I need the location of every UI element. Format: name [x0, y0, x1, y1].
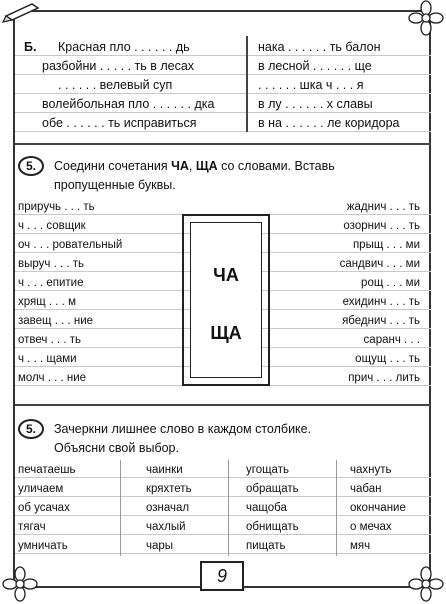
- column-word: угощать: [246, 464, 289, 476]
- word-right: ехидинч . . . ть: [342, 296, 420, 308]
- column-divider: [336, 460, 337, 556]
- section-label: Б.: [24, 40, 37, 54]
- column-word: уличаем: [18, 483, 64, 495]
- word-right: ощущ . . . ть: [355, 353, 420, 365]
- column-word: чахнуть: [350, 464, 392, 476]
- task-instruction-line2: Объясни свой выбор.: [54, 441, 179, 455]
- word-right: жаднич . . . ть: [346, 201, 420, 213]
- word-left: выруч . . . ть: [18, 258, 85, 270]
- phrase-right: . . . . . . шка ч . . . я: [258, 78, 364, 92]
- task-instruction: Соедини сочетания ЧА, ЩА со словами. Вставь: [54, 159, 335, 173]
- task-number: 5.: [18, 156, 44, 176]
- pencil-icon: [2, 2, 42, 24]
- column-word: чахлый: [146, 521, 186, 533]
- column-word: окончание: [350, 502, 406, 514]
- column-word: о мечах: [350, 521, 392, 533]
- combination-cha: ЧА: [213, 265, 239, 285]
- task-instruction: Зачеркни лишнее слово в каждом столбике.: [54, 422, 312, 436]
- flower-icon: [408, 566, 444, 602]
- combination-shcha: ЩА: [210, 323, 242, 343]
- column-word: означал: [146, 502, 190, 514]
- word-left: завещ . . . ние: [18, 315, 94, 327]
- column-word: чары: [146, 540, 174, 552]
- column-word: чащоба: [246, 502, 287, 514]
- phrase-right: нака . . . . . . ть балон: [258, 40, 381, 54]
- phrase-left: . . . . . . велевый суп: [58, 78, 173, 92]
- column-divider: [120, 460, 121, 556]
- flower-icon: [2, 566, 38, 602]
- word-left: ч . . . совщик: [18, 220, 86, 232]
- phrase-left: обе . . . . . . ть исправиться: [42, 116, 197, 130]
- word-right: ябеднич . . . ть: [342, 315, 420, 327]
- word-right: сандвич . . . ми: [339, 258, 420, 270]
- section-separator: [15, 404, 431, 406]
- column-word: обнищать: [246, 521, 299, 533]
- word-left: отвеч . . . ть: [18, 334, 82, 346]
- word-left: оч . . . ровательный: [18, 239, 123, 251]
- column-word: кряхтеть: [146, 483, 192, 495]
- word-left: приручь . . . ть: [18, 201, 95, 213]
- column-word: чаинки: [146, 464, 183, 476]
- column-word: печатаешь: [18, 464, 76, 476]
- section-separator: [15, 143, 431, 145]
- phrase-left: волейбольная пло . . . . . . дка: [42, 97, 215, 111]
- phrase-right: в на . . . . . . ле коридора: [258, 116, 400, 130]
- word-right: озорнич . . . ть: [343, 220, 420, 232]
- word-left: молч . . . ние: [18, 372, 87, 384]
- flower-icon: [408, 0, 444, 36]
- column-word: чабан: [350, 483, 382, 495]
- word-right: саранч . . .: [363, 334, 420, 346]
- phrase-right: в лесной . . . . . . ще: [258, 59, 372, 73]
- phrase-left: разбойни . . . . . ть в лесах: [42, 59, 195, 73]
- column-divider: [246, 36, 248, 132]
- column-word: умничать: [18, 540, 68, 552]
- word-right: рощ . . . ми: [361, 277, 420, 289]
- word-left: ч . . . епитие: [18, 277, 84, 289]
- column-word: об усачах: [18, 502, 70, 514]
- column-word: тягач: [18, 521, 46, 533]
- column-word: обращать: [246, 483, 299, 495]
- column-word: пищать: [246, 540, 286, 552]
- column-divider: [228, 460, 229, 556]
- word-left: ч . . . щами: [18, 353, 77, 365]
- word-right: прыщ . . . ми: [352, 239, 420, 251]
- word-right: прич . . . лить: [348, 372, 420, 384]
- letter-combinations-box: [182, 214, 270, 386]
- column-word: мяч: [350, 540, 371, 552]
- word-left: хрящ . . . м: [18, 296, 76, 308]
- task-instruction-line2: пропущенные буквы.: [54, 178, 176, 192]
- page-number: 9: [200, 561, 244, 591]
- task-number: 5.: [18, 419, 44, 439]
- phrase-right: в лу . . . . . . х славы: [258, 97, 373, 111]
- phrase-left: Красная пло . . . . . . дь: [58, 40, 190, 54]
